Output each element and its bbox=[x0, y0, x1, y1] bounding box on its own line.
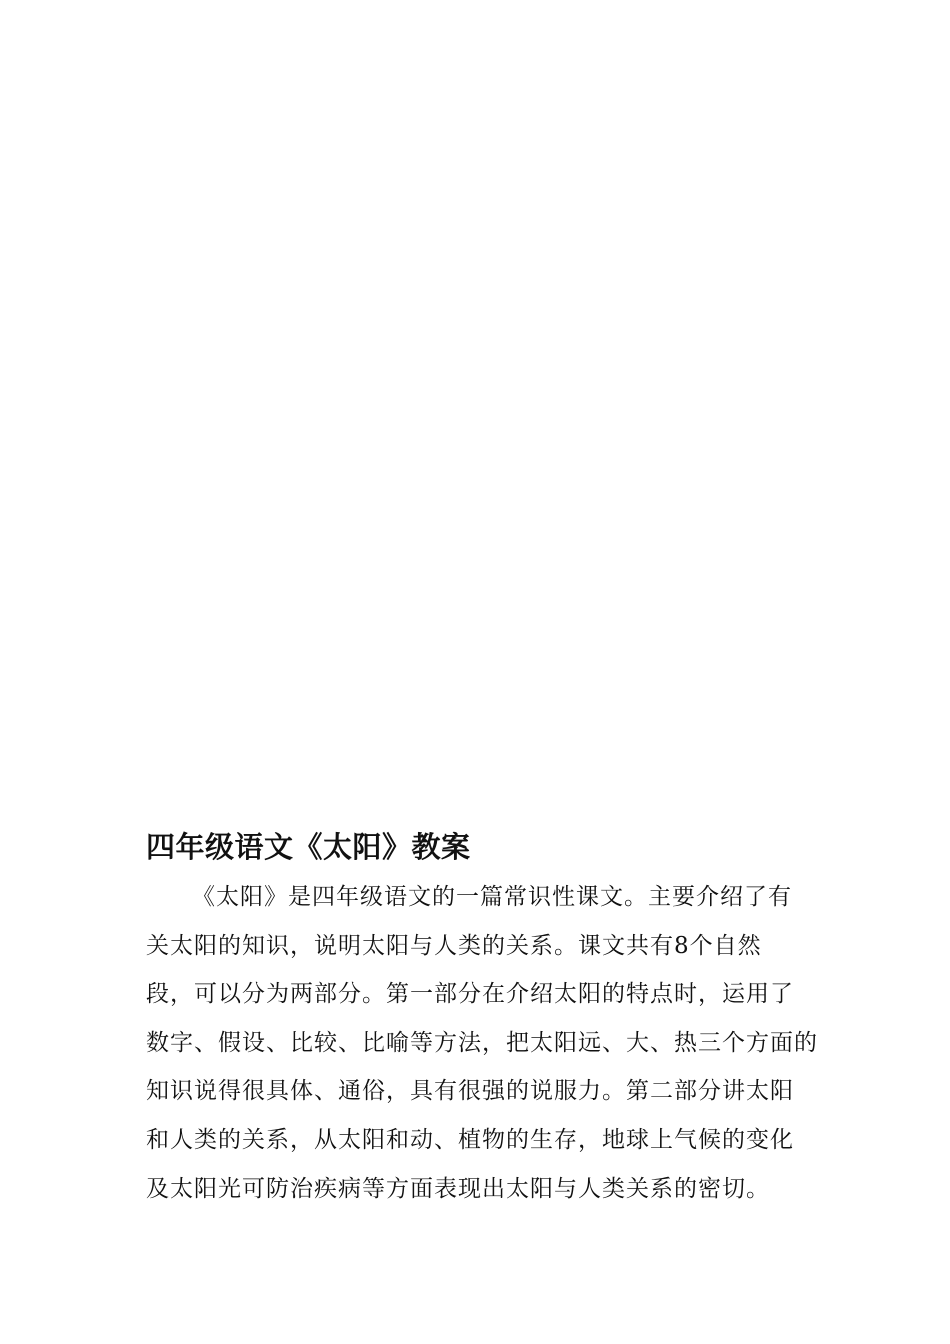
body-paragraph bbox=[146, 873, 818, 1213]
paragraph-line: 《太阳》是四年级语文的一篇常识性课文。主要介绍了有 bbox=[192, 884, 792, 910]
paragraph-line: 段，可以分为两部分。第一部分在介绍太阳的特点时，运用了 bbox=[146, 981, 794, 1008]
paragraph-line: 知识说得很具体、通俗，具有很强的说服力。第二部分讲太阳 bbox=[146, 1078, 794, 1105]
paragraph-line: 数字、假设、比较、比喻等方法，把太阳远、大、热三个方面的 bbox=[146, 1029, 818, 1056]
document-title: 四年级语文《太阳》教案 bbox=[146, 830, 471, 864]
paragraph-line: 关太阳的知识，说明太阳与人类的关系。课文共有8个自然 bbox=[146, 932, 762, 959]
paragraph-line: 及太阳光可防治疾病等方面表现出太阳与人类关系的密切。 bbox=[146, 1175, 770, 1202]
paragraph-line: 和人类的关系，从太阳和动、植物的生存，地球上气候的变化 bbox=[146, 1126, 794, 1153]
